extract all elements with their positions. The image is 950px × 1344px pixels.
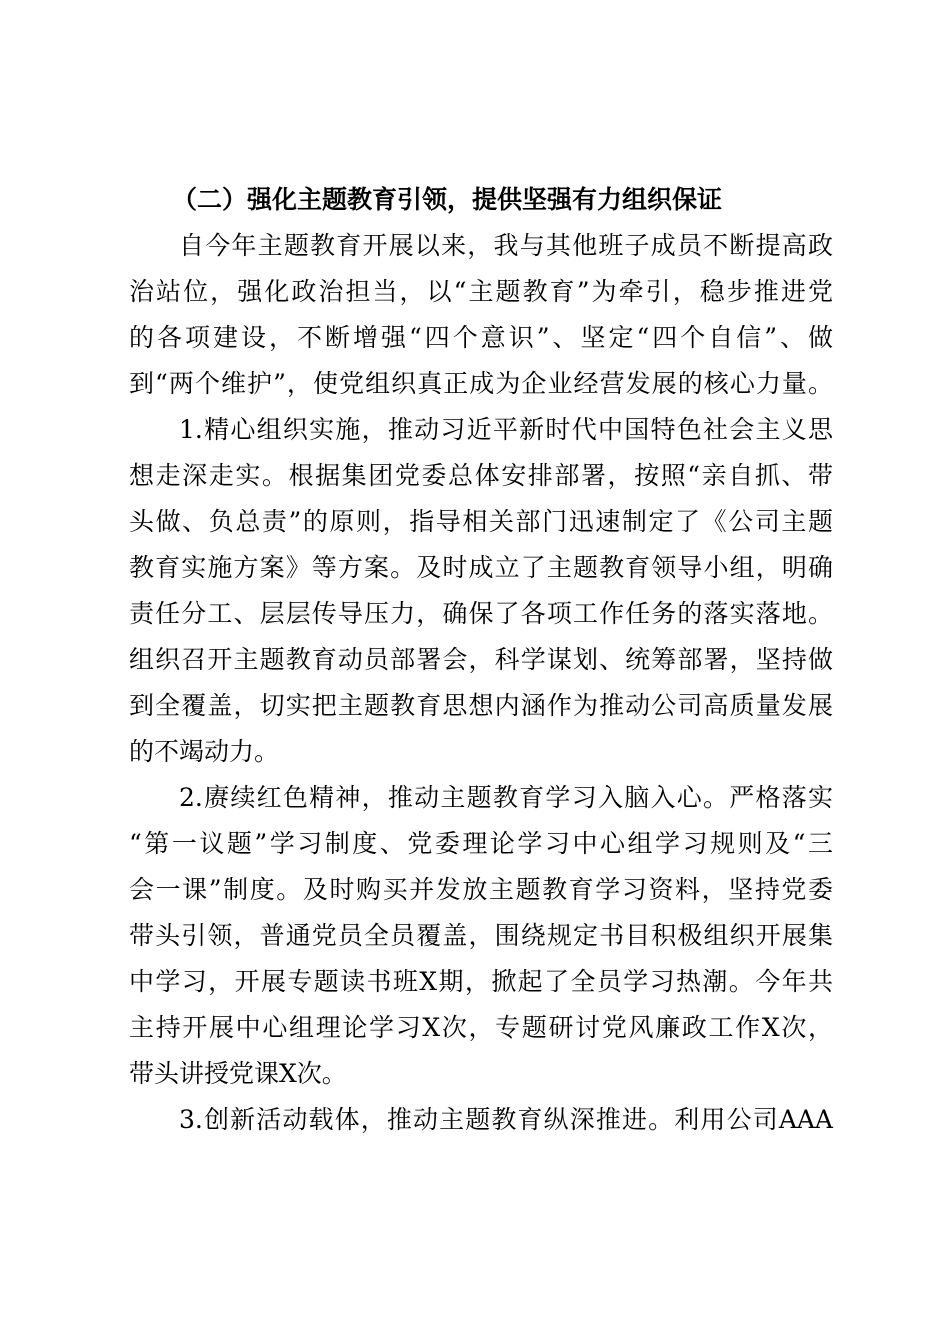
paragraph-line: 会一课”制度。及时购买并发放主题教育学习资料，坚持党委	[129, 875, 833, 904]
paragraph-line: 的不竭动力。	[129, 737, 280, 766]
document-body	[129, 177, 833, 1143]
paragraph-line: “第一议题”学习制度、党委理论学习中心组学习规则及“三	[129, 829, 833, 858]
paragraph-line: 到全覆盖，切实把主题教育思想内涵作为推动公司高质量发展	[129, 691, 833, 720]
paragraph-line: 3.创新活动载体，推动主题教育纵深推进。利用公司AAA	[179, 1105, 833, 1134]
paragraph-line: 2.赓续红色精神，推动主题教育学习入脑入心。严格落实	[179, 783, 833, 812]
paragraph-line: 治站位，强化政治担当，以“主题教育”为牵引，稳步推进党	[129, 277, 833, 306]
paragraph-line: 教育实施方案》等方案。及时成立了主题教育领导小组，明确	[129, 553, 833, 582]
paragraph-line: 想走深走实。根据集团党委总体安排部署，按照“亲自抓、带	[129, 461, 833, 490]
paragraph-line: 带头讲授党课X次。	[129, 1059, 347, 1088]
paragraph-line: 主持开展中心组理论学习X次，专题研讨党风廉政工作X次，	[129, 1013, 833, 1042]
paragraph-line: 到“两个维护”，使党组织真正成为企业经营发展的核心力量。	[129, 369, 833, 398]
paragraph-line: 头做、负总责”的原则，指导相关部门迅速制定了《公司主题	[129, 507, 833, 536]
paragraph-line: 责任分工、层层传导压力，确保了各项工作任务的落实落地。	[129, 599, 833, 628]
paragraph-line: 的各项建设，不断增强“四个意识”、坚定“四个自信”、做	[129, 323, 833, 352]
paragraph-line: 组织召开主题教育动员部署会，科学谋划、统筹部署，坚持做	[129, 645, 833, 674]
paragraph-line: 带头引领，普通党员全员覆盖，围绕规定书目积极组织开展集	[129, 921, 833, 950]
paragraph-line: 自今年主题教育开展以来，我与其他班子成员不断提高政	[179, 231, 833, 260]
section-heading: （二）强化主题教育引领，提供坚强有力组织保证	[172, 185, 723, 214]
paragraph-line: 中学习，开展专题读书班X期，掀起了全员学习热潮。今年共	[129, 967, 833, 996]
paragraph-line: 1.精心组织实施，推动习近平新时代中国特色社会主义思	[179, 415, 833, 444]
